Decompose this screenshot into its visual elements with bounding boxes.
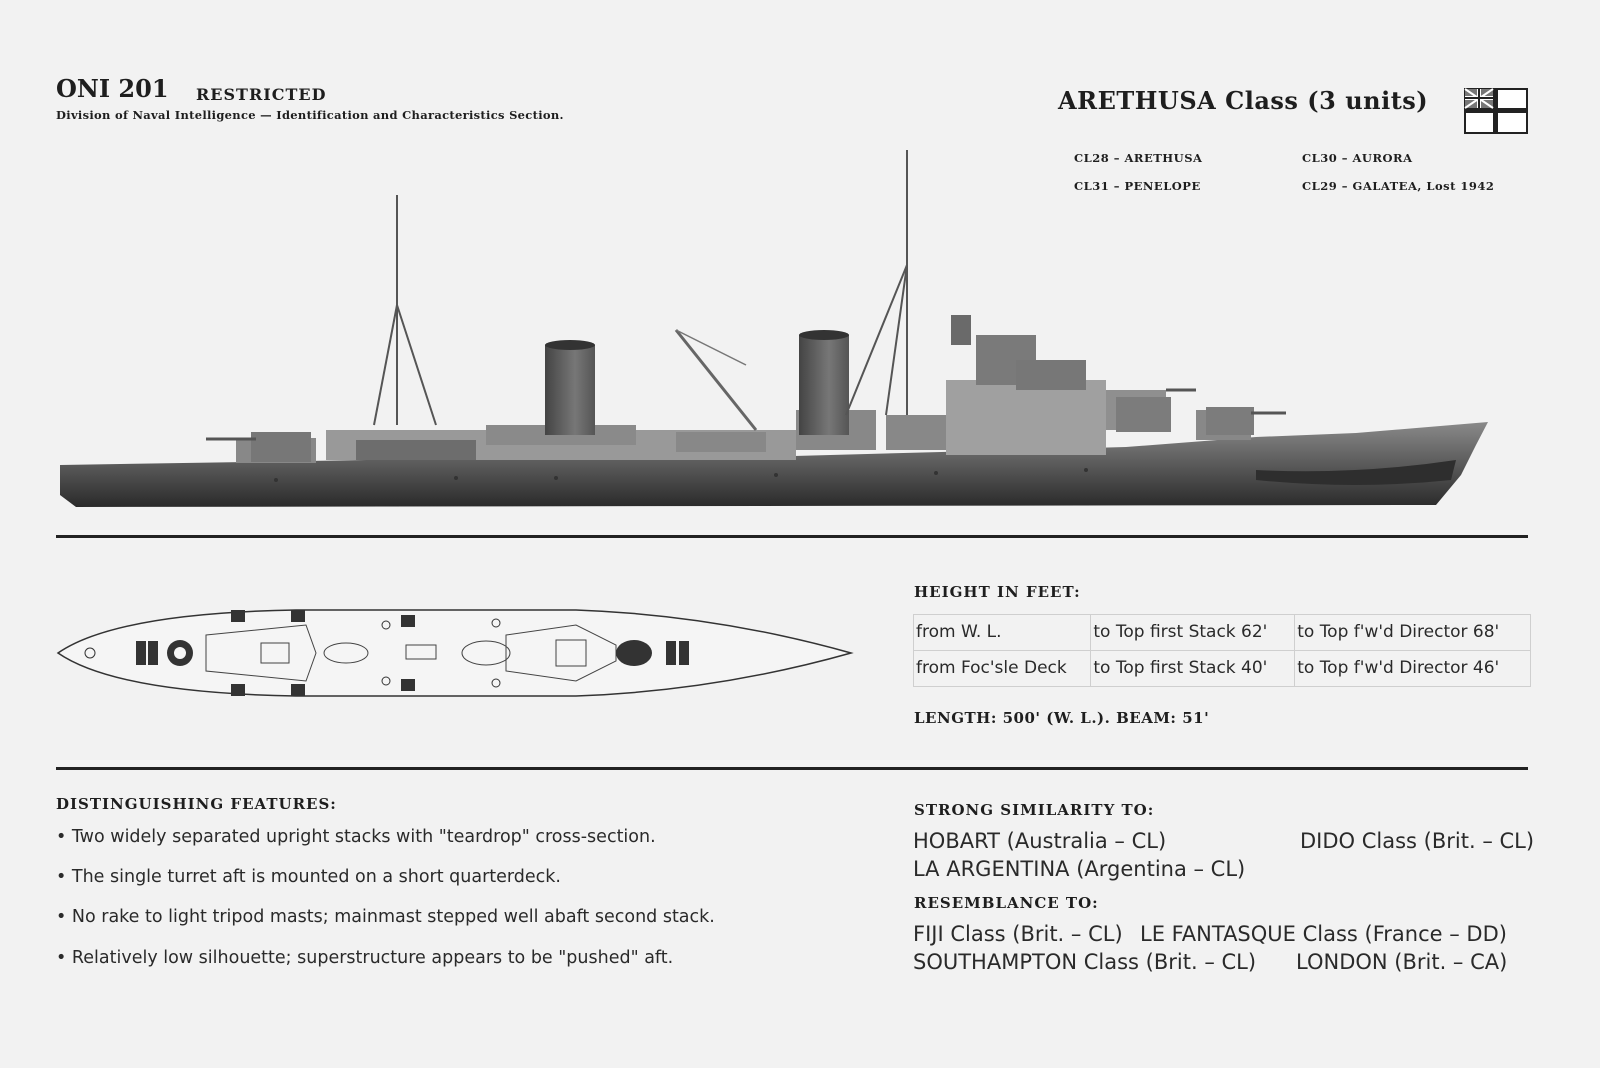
ship-plan-view <box>56 605 856 701</box>
resemblance-item: LONDON (Brit. – CA) <box>1296 950 1508 974</box>
document-code: ONI 201 <box>56 74 169 103</box>
class-title: ARETHUSA Class (3 units) <box>1058 86 1429 115</box>
resemblance-item: LE FANTASQUE Class (France – DD) <box>1140 922 1507 946</box>
section-rule <box>56 535 1528 538</box>
resemblance-heading: RESEMBLANCE TO: <box>914 894 1099 912</box>
section-rule <box>56 767 1528 770</box>
table-cell: to Top first Stack 62' <box>1091 615 1295 651</box>
unit-arethusa: CL28 – ARETHUSA <box>1074 151 1203 165</box>
feature-item: • The single turret aft is mounted on a short quarterdeck. <box>56 867 561 887</box>
table-cell: to Top first Stack 40' <box>1091 651 1295 687</box>
similarity-item: LA ARGENTINA (Argentina – CL) <box>913 857 1246 881</box>
height-table <box>913 614 1531 687</box>
similarity-item: DIDO Class (Brit. – CL) <box>1300 829 1535 853</box>
table-cell: to Top f'w'd Director 68' <box>1295 615 1531 651</box>
restricted-label: RESTRICTED <box>196 85 327 104</box>
unit-aurora: CL30 – AURORA <box>1302 151 1413 165</box>
distinguishing-heading: DISTINGUISHING FEATURES: <box>56 795 337 813</box>
table-cell: to Top f'w'd Director 46' <box>1295 651 1531 687</box>
resemblance-item: FIJI Class (Brit. – CL) <box>913 922 1123 946</box>
table-row <box>914 651 1531 687</box>
ship-profile-silhouette <box>56 145 1531 545</box>
white-ensign-flag-icon <box>1464 88 1528 134</box>
height-heading: HEIGHT IN FEET: <box>914 583 1081 601</box>
dimensions-line: LENGTH: 500' (W. L.). BEAM: 51' <box>914 709 1210 727</box>
feature-item: • Two widely separated upright stacks with "teardrop" cross-section. <box>56 827 656 847</box>
unit-galatea: CL29 – GALATEA, Lost 1942 <box>1302 179 1495 193</box>
feature-item: • No rake to light tripod masts; mainmast stepped well abaft second stack. <box>56 907 715 927</box>
feature-item: • Relatively low silhouette; superstructure appears to be "pushed" aft. <box>56 948 674 968</box>
unit-penelope: CL31 – PENELOPE <box>1074 179 1201 193</box>
division-line: Division of Naval Intelligence — Identification and Characteristics Section. <box>56 108 564 122</box>
similarity-item: HOBART (Australia – CL) <box>913 829 1167 853</box>
table-cell: from W. L. <box>914 615 1091 651</box>
resemblance-item: SOUTHAMPTON Class (Brit. – CL) <box>913 950 1257 974</box>
table-cell: from Foc'sle Deck <box>914 651 1091 687</box>
similarity-heading: STRONG SIMILARITY TO: <box>914 801 1155 819</box>
table-row <box>914 615 1531 651</box>
